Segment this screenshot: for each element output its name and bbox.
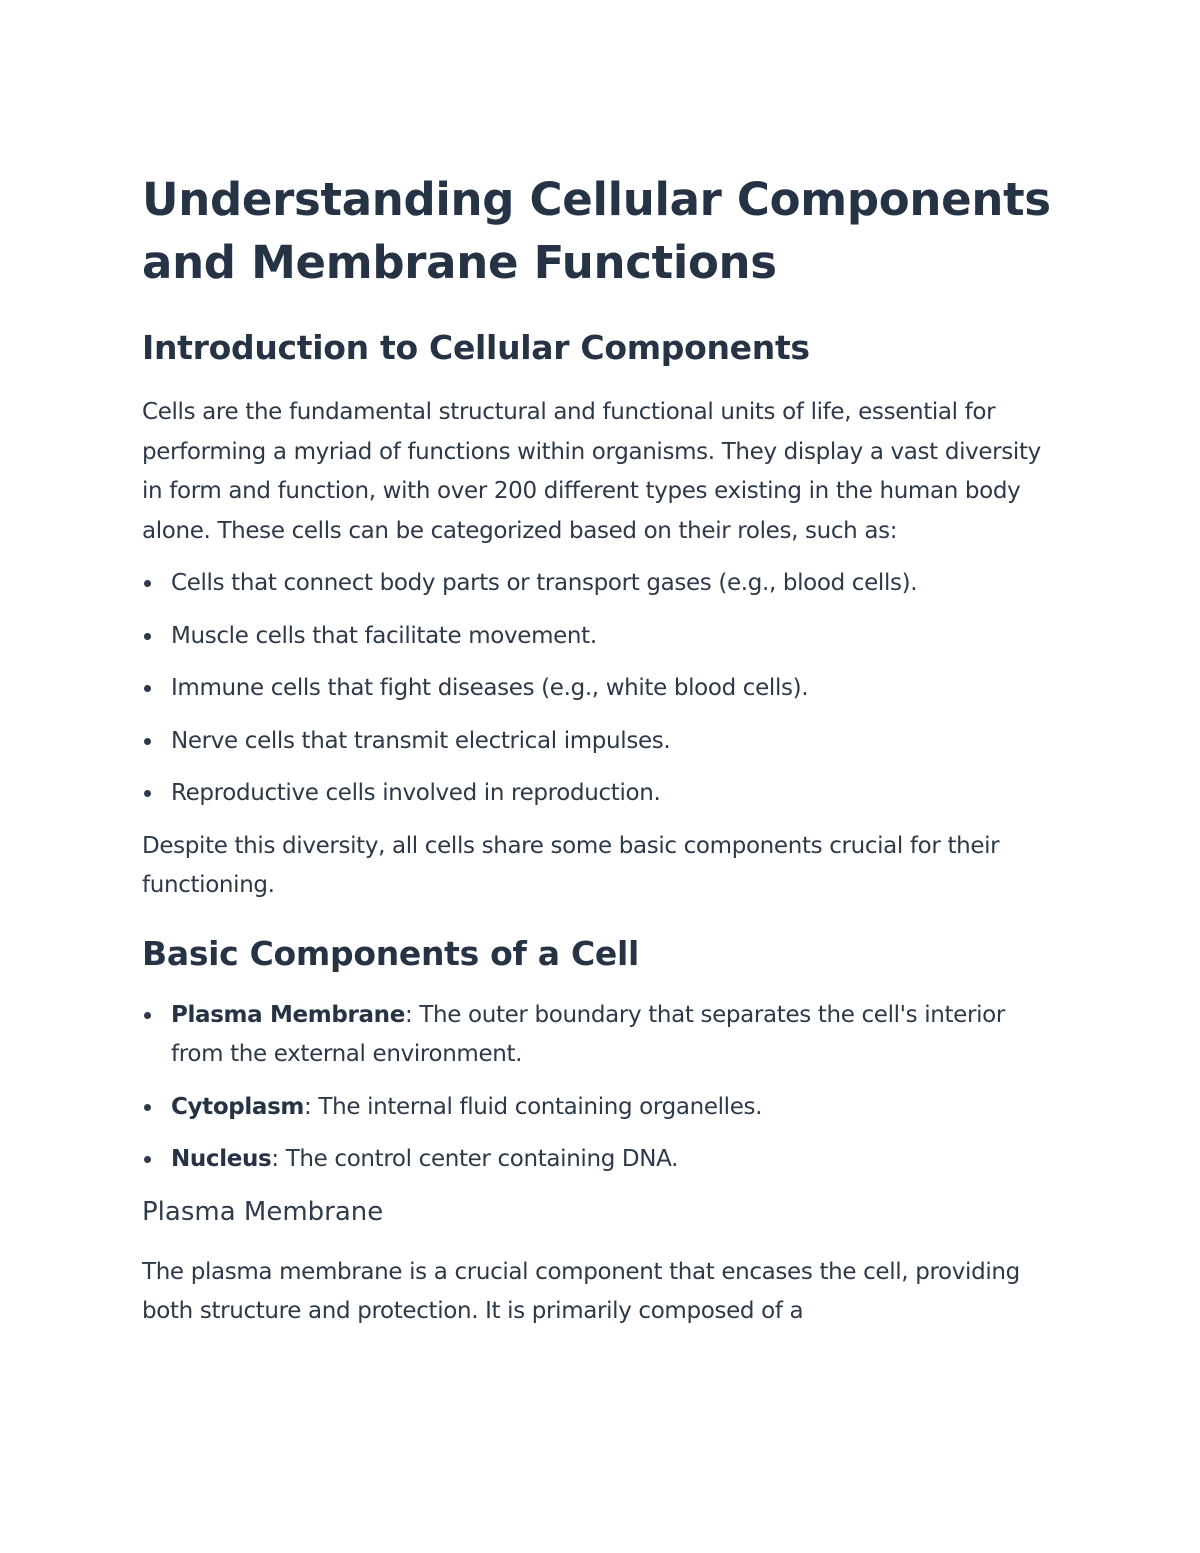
bullet-icon [144, 1156, 151, 1163]
document-page [142, 168, 1062, 1332]
bullet-icon [144, 1104, 151, 1111]
list-item-text: Reproductive cells involved in reproduction. [171, 780, 661, 806]
basic-components-list [142, 996, 1062, 1180]
heading-introduction: Introduction to Cellular Components [142, 328, 810, 367]
bullet-icon [144, 1012, 151, 1019]
list-item [142, 1088, 1062, 1128]
bullet-icon [144, 633, 151, 640]
term-description: : The control center containing DNA. [271, 1146, 679, 1172]
document-title: Understanding Cellular Components and Membrane Functions [142, 173, 1051, 289]
list-item-text: Immune cells that fight diseases (e.g., white blood cells). [171, 675, 809, 701]
list-item [142, 617, 1062, 657]
heading-plasma-membrane: Plasma Membrane [142, 1196, 384, 1227]
list-item [142, 722, 1062, 762]
list-item-text: Cells that connect body parts or transport gases (e.g., blood cells). [171, 570, 918, 596]
cell-types-list [142, 564, 1062, 814]
term-description: : The internal fluid containing organelles. [304, 1093, 763, 1120]
bullet-icon [144, 685, 151, 692]
term-nucleus: Nucleus [171, 1146, 272, 1172]
intro-paragraph: Cells are the fundamental structural and functional units of life, essential for performing a myriad of functions within organisms. They display a vast diversity in form and function, with over 200 different types existing in the human body alone. These cells can be categorized based on their roles, such as: [142, 399, 1041, 544]
bullet-icon [144, 790, 151, 797]
bullet-icon [144, 580, 151, 587]
plasma-paragraph: The plasma membrane is a crucial component that encases the cell, providing both structure and protection. It is primarily composed of a [142, 1258, 1020, 1324]
term-plasma-membrane: Plasma Membrane [171, 1001, 405, 1028]
bullet-icon [144, 738, 151, 745]
list-item [142, 669, 1062, 709]
list-item [142, 564, 1062, 604]
list-item-text: Nerve cells that transmit electrical impulses. [171, 727, 671, 754]
list-item [142, 1140, 1062, 1180]
list-item-text: Muscle cells that facilitate movement. [171, 622, 597, 649]
closing-paragraph: Despite this diversity, all cells share some basic components crucial for their functioning. [142, 832, 1000, 898]
list-item [142, 774, 1062, 814]
list-item [142, 996, 1062, 1075]
term-description: : The outer boundary that separates the cell's interior from the external environment. [171, 1001, 1005, 1067]
term-cytoplasm: Cytoplasm [171, 1093, 305, 1120]
heading-basic-components: Basic Components of a Cell [142, 933, 639, 973]
